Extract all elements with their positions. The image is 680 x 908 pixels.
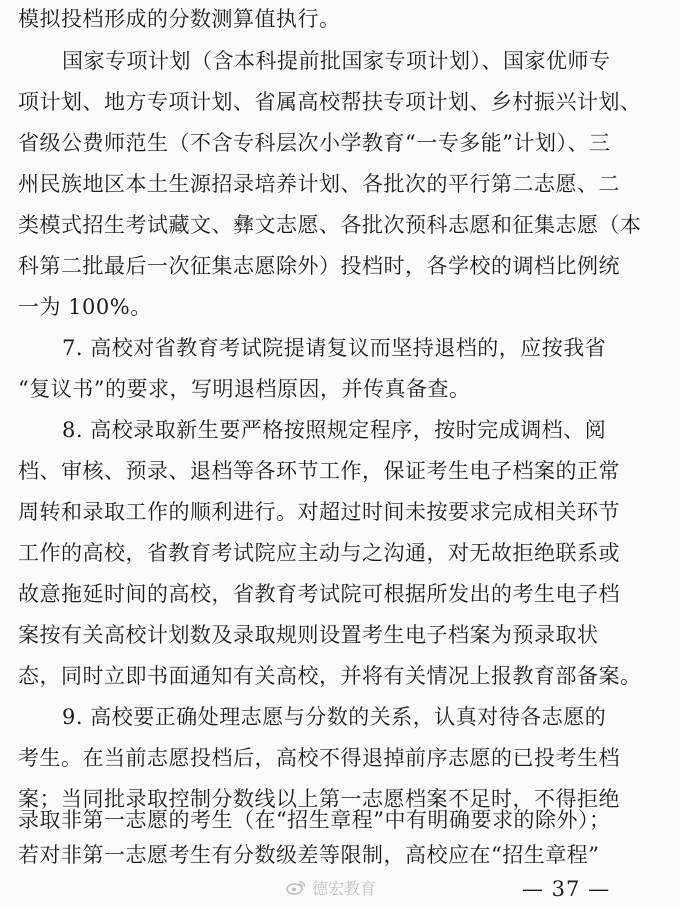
text-line: 7. 高校对省教育考试院提请复议而坚持退档的，应按我省 (62, 336, 607, 360)
watermark (286, 874, 376, 900)
text-line: 国家专项计划（含本科提前批国家专项计划）、国家优师专 (62, 49, 611, 73)
text-line: “复议书”的要求，写明退档原因，并传真备查。 (18, 377, 471, 401)
text-line: 9. 高校要正确处理志愿与分数的关系，认真对待各志愿的 (62, 705, 607, 729)
text-line: 案；当同批录取控制分数线以上第一志愿档案不足时，不得拒绝 (18, 787, 620, 811)
text-line: 周转和录取工作的顺利进行。对超过时间未按要求完成相关环节 (18, 500, 620, 524)
weibo-logo-icon (286, 879, 306, 895)
text-line: 若对非第一志愿考生有分数级差等限制，高校应在“招生章程” (18, 843, 600, 867)
text-line: 类模式招生考试藏文、彝文志愿、各批次预科志愿和征集志愿（本 (18, 213, 642, 237)
text-line: 州民族地区本土生源招录培养计划、各批次的平行第二志愿、二 (18, 172, 620, 196)
text-line: 模拟投档形成的分数测算值执行。 (18, 7, 341, 31)
text-line: 故意拖延时间的高校，省教育考试院可根据所发出的考生电子档 (18, 582, 620, 606)
text-line: 科第二批最后一次征集志愿除外）投档时，各学校的调档比例统 (18, 254, 620, 278)
text-line: 一为 100%。 (18, 295, 152, 319)
text-line: 录取非第一志愿的考生（在“招生章程”中有明确要求的除外）； (18, 808, 611, 832)
text-line: 档、审核、预录、退档等各环节工作，保证考生电子档案的正常 (18, 459, 620, 483)
text-line: 考生。在当前志愿投档后，高校不得退掉前序志愿的已投考生档 (18, 746, 620, 770)
text-line: 工作的高校，省教育考试院应主动与之沟通，对无故拒绝联系或 (18, 541, 620, 565)
text-line: 8. 高校录取新生要严格按照规定程序，按时完成调档、阅 (62, 418, 607, 442)
text-line: 项计划、地方专项计划、省属高校帮扶专项计划、乡村振兴计划、 (18, 90, 642, 114)
text-line: 案按有关高校计划数及录取规则设置考生电子档案为预录取状 (18, 623, 599, 647)
page-number: — 37 — (522, 877, 611, 901)
text-line: 态，同时立即书面通知有关高校，并将有关情况上报教育部备案。 (18, 664, 642, 688)
text-line: 省级公费师范生（不含专科层次小学教育“一专多能”计划）、三 (18, 131, 611, 155)
watermark-text: 德宏教育 (312, 878, 377, 898)
